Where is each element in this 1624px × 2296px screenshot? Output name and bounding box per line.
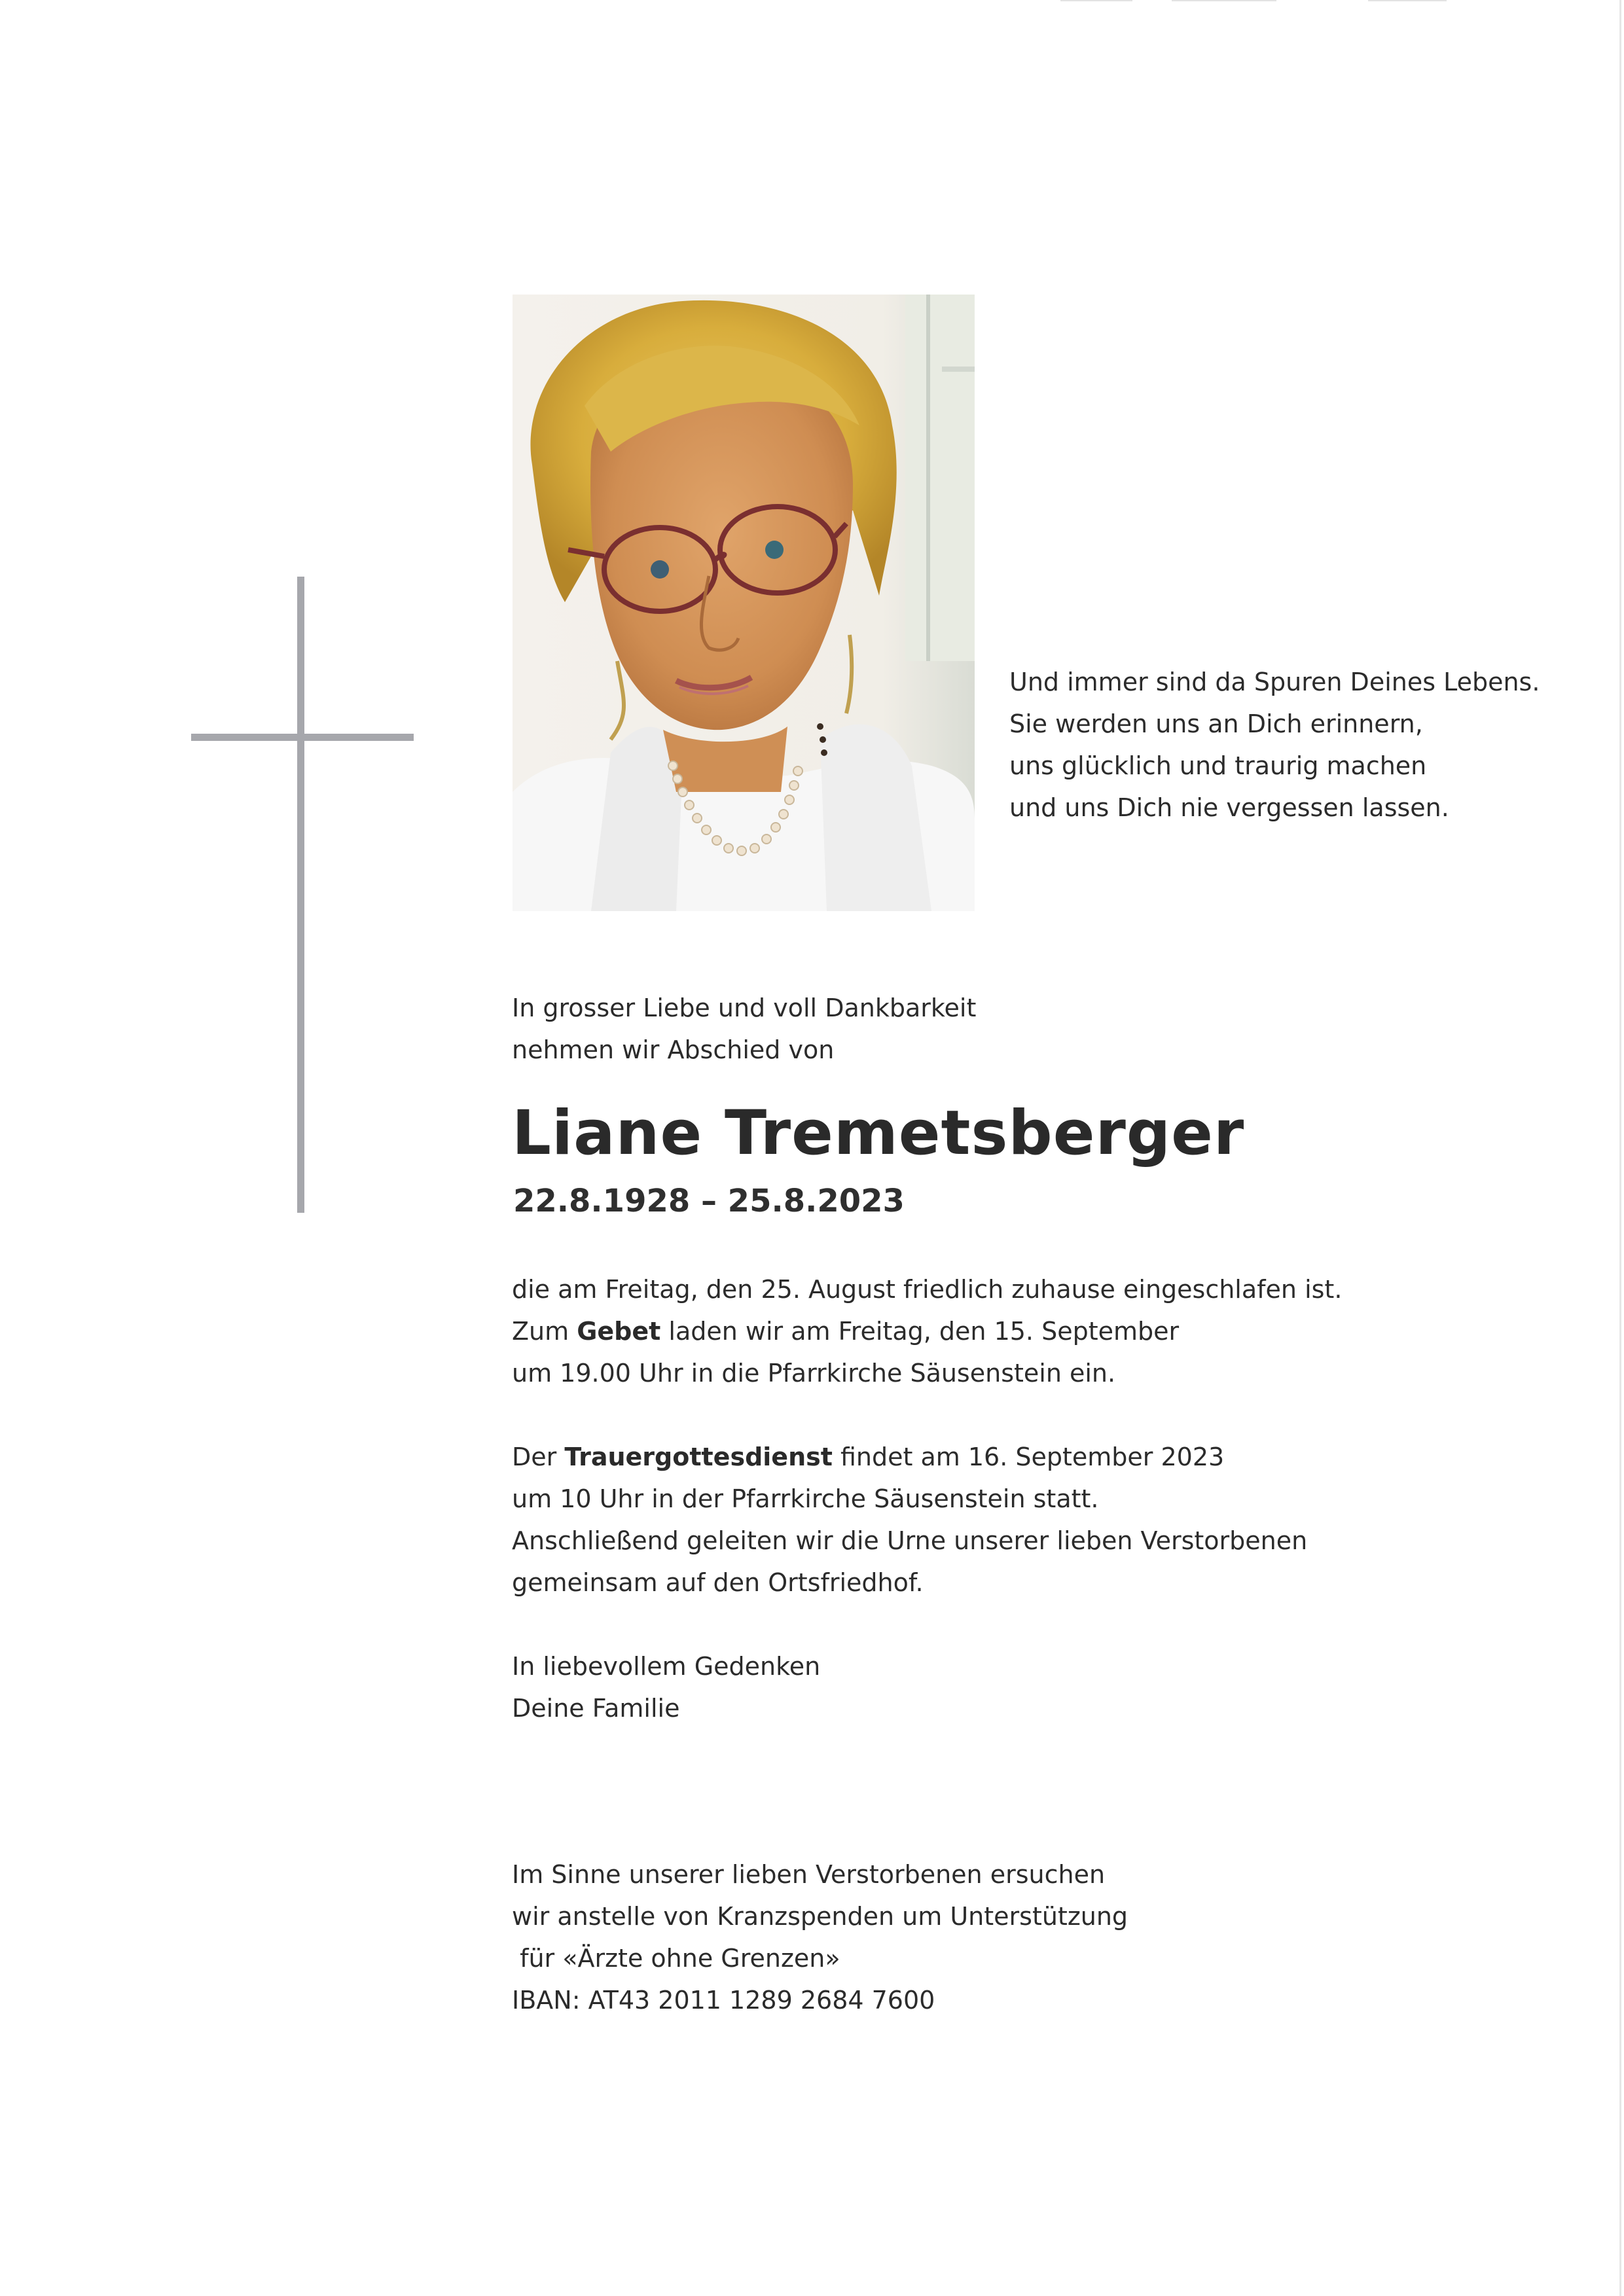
scan-mark xyxy=(1060,0,1132,1)
death-notice xyxy=(512,1268,1363,1394)
memorial-quote xyxy=(1009,661,1598,829)
service-suffix: findet am 16. September 2023 xyxy=(832,1443,1225,1471)
intro-line: In grosser Liebe und voll Dankbarkeit xyxy=(512,994,977,1022)
prayer-line xyxy=(512,1310,1363,1352)
service-label: Trauergottesdienst xyxy=(564,1443,833,1471)
funeral-service xyxy=(512,1436,1363,1604)
scan-mark xyxy=(1172,0,1276,1)
closing-line: In liebevollem Gedenken xyxy=(512,1652,821,1681)
service-line: gemeinsam auf den Ortsfriedhof. xyxy=(512,1568,924,1597)
donation-line: Im Sinne unserer lieben Verstorbenen ersuchen xyxy=(512,1860,1106,1889)
prayer-label: Gebet xyxy=(577,1317,661,1346)
donation-line: wir anstelle von Kranzspenden um Unterstützung xyxy=(512,1902,1128,1931)
prayer-prefix: Zum xyxy=(512,1317,577,1346)
notice-line: um 19.00 Uhr in die Pfarrkirche Säusenstein ein. xyxy=(512,1359,1116,1388)
service-line: um 10 Uhr in der Pfarrkirche Säusenstein statt. xyxy=(512,1484,1099,1513)
service-prefix: Der xyxy=(512,1443,565,1471)
intro-text xyxy=(512,987,1363,1071)
service-line: Anschließend geleiten wir die Urne unserer lieben Verstorbenen xyxy=(512,1526,1308,1555)
intro-line: nehmen wir Abschied von xyxy=(512,1035,835,1064)
iban-line: IBAN: AT43 2011 1289 2684 7600 xyxy=(512,1986,935,2015)
quote-line: uns glücklich und traurig machen xyxy=(1009,751,1427,780)
quote-line: und uns Dich nie vergessen lassen. xyxy=(1009,793,1449,822)
quote-line: Sie werden uns an Dich erinnern, xyxy=(1009,709,1423,738)
deceased-name: Liane Tremetsberger xyxy=(512,1098,1245,1169)
cross-vertical-bar xyxy=(297,577,304,1213)
life-dates: 22.8.1928 – 25.8.2023 xyxy=(513,1183,905,1219)
donation-line: für «Ärzte ohne Grenzen» xyxy=(512,1944,840,1973)
closing-line: Deine Familie xyxy=(512,1694,680,1723)
quote-line: Und immer sind da Spuren Deines Lebens. xyxy=(1009,668,1540,696)
portrait-illustration xyxy=(513,295,975,911)
donation-request xyxy=(512,1854,1363,2021)
page-edge xyxy=(1619,0,1621,2296)
notice-line: die am Freitag, den 25. August friedlich zuhause eingeschlafen ist. xyxy=(512,1275,1343,1304)
service-line xyxy=(512,1436,1363,1478)
closing-signature xyxy=(512,1645,1363,1729)
portrait-photo xyxy=(513,295,975,911)
prayer-suffix: laden wir am Freitag, den 15. September xyxy=(660,1317,1180,1346)
scan-mark xyxy=(1368,0,1447,1)
cross-horizontal-bar xyxy=(191,734,414,741)
